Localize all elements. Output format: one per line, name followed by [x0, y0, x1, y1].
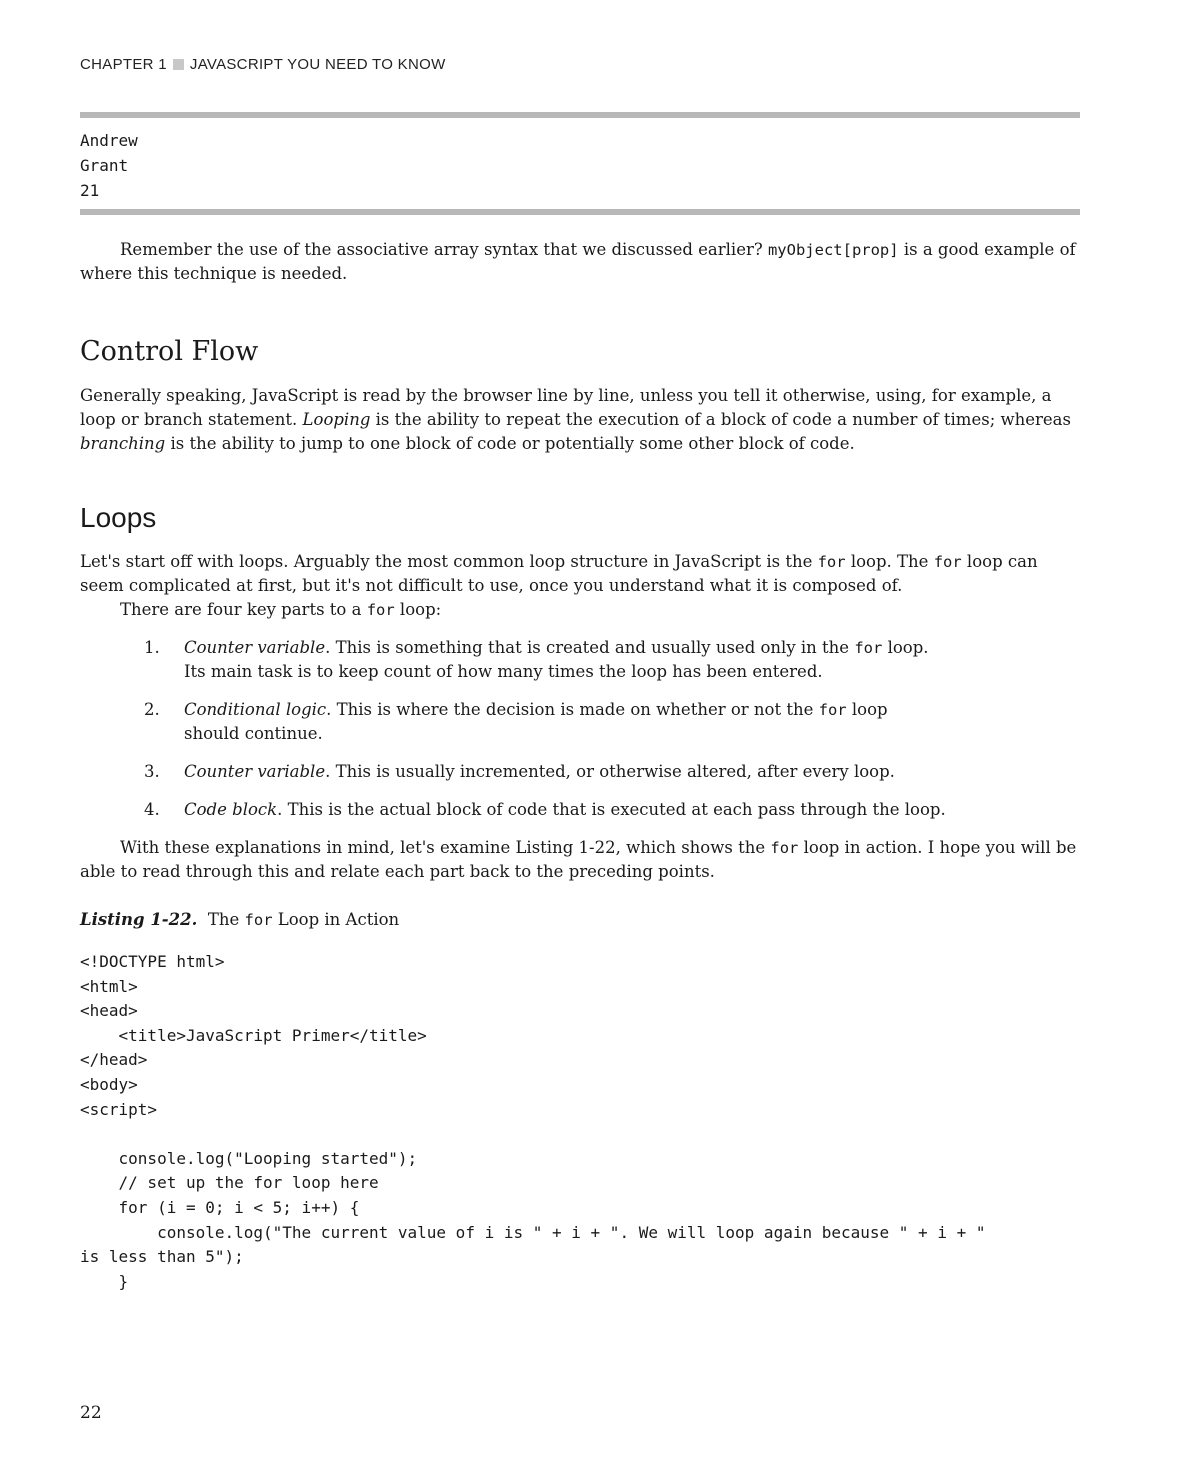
- list-item: [80, 698, 1080, 746]
- chapter-title: JAVASCRIPT YOU NEED TO KNOW: [189, 56, 446, 73]
- output-line: Andrew: [80, 131, 138, 150]
- heading-loops: Loops: [80, 502, 157, 533]
- inline-code: for: [854, 639, 883, 657]
- code-listing: <!DOCTYPE html> <html> <head> <title>JavaScript Primer</title> </head> <body> <script> console.log("Looping started"); // set up the for loop here for (i = 0; i < 5; i++) { console.log("The current value of i is " + i + ". We will loop again because " + i + " is less than 5"); }: [80, 952, 986, 1291]
- emphasis-term: Looping: [302, 410, 371, 429]
- list-text: loop: [846, 700, 888, 719]
- heading-control-flow: Control Flow: [80, 336, 259, 367]
- list-text: should continue.: [184, 724, 323, 743]
- inline-code: for: [933, 553, 962, 571]
- list-text: loop.: [882, 638, 929, 657]
- list-text: . This is usually incremented, or otherwise altered, after every loop.: [325, 762, 895, 781]
- list-term: Conditional logic: [184, 700, 327, 719]
- inline-code: for: [366, 601, 395, 619]
- list-text: Its main task is to keep count of how many times the loop has been entered.: [184, 662, 823, 681]
- paragraph-control-flow: [80, 384, 1080, 456]
- inline-code: for: [818, 701, 847, 719]
- list-number: 2.: [144, 700, 160, 719]
- list-item: [80, 636, 1080, 684]
- list-term: Counter variable: [184, 762, 326, 781]
- paragraph-text: There are four key parts to a: [120, 600, 367, 619]
- paragraph-text: With these explanations in mind, let's examine Listing 1-22, which shows the: [120, 838, 771, 857]
- header-separator-square: [173, 59, 184, 70]
- paragraph-associative-array: [80, 238, 1080, 286]
- listing-caption: [80, 910, 399, 929]
- paragraph-loops-intro: [80, 550, 1080, 598]
- paragraph-text: loop in action. I hope you will be able to read through this and relate each part back to the preceding points.: [80, 838, 1077, 881]
- list-item: [80, 760, 1080, 784]
- inline-code: myObject[prop]: [767, 241, 899, 259]
- listing-title: Loop in Action: [272, 910, 400, 929]
- list-text: . This is where the decision is made on whether or not the: [326, 700, 819, 719]
- bottom-rule: [80, 209, 1080, 215]
- inline-code: for: [817, 553, 846, 571]
- list-item: [80, 798, 1080, 822]
- paragraph-text: loop. The: [845, 552, 934, 571]
- emphasis-term: branching: [80, 434, 166, 453]
- listing-label: Listing 1-22.: [80, 910, 198, 929]
- output-line: Grant: [80, 156, 129, 175]
- paragraph-four-parts: [80, 598, 1080, 622]
- list-number: 3.: [144, 762, 160, 781]
- listing-title: The: [207, 910, 245, 929]
- list-term: Code block: [184, 800, 278, 819]
- paragraph-examine-listing: [80, 836, 1080, 884]
- chapter-label: CHAPTER 1: [80, 56, 167, 73]
- inline-code: for: [244, 911, 273, 929]
- numbered-list: [80, 636, 1080, 836]
- list-text: . This is something that is created and usually used only in the: [325, 638, 855, 657]
- paragraph-text: Generally speaking, JavaScript is read by the browser line by line, unless you tell it otherwise, using, for example, a loop or branch statement.: [80, 386, 1052, 429]
- book-page: [80, 0, 1080, 1480]
- running-header: [80, 56, 446, 73]
- paragraph-text: Remember the use of the associative array syntax that we discussed earlier?: [120, 240, 768, 259]
- top-rule: [80, 112, 1080, 118]
- inline-code: for: [770, 839, 799, 857]
- list-text: . This is the actual block of code that is executed at each pass through the loop.: [277, 800, 946, 819]
- paragraph-text: is the ability to repeat the execution of a block of code a number of times; whereas: [370, 410, 1071, 429]
- output-line: 21: [80, 181, 100, 200]
- page-number: 22: [80, 1403, 102, 1423]
- paragraph-text: loop can seem complicated at first, but it's not difficult to use, once you understand what it is composed of.: [80, 552, 1038, 595]
- paragraph-text: loop:: [394, 600, 442, 619]
- list-term: Counter variable: [184, 638, 326, 657]
- list-number: 1.: [144, 638, 160, 657]
- paragraph-text: Let's start off with loops. Arguably the most common loop structure in JavaScript is the: [80, 552, 818, 571]
- paragraph-text: is a good example of where this technique is needed.: [80, 240, 1076, 283]
- console-output-block: [80, 128, 138, 203]
- list-number: 4.: [144, 800, 160, 819]
- paragraph-text: is the ability to jump to one block of code or potentially some other block of code.: [165, 434, 855, 453]
